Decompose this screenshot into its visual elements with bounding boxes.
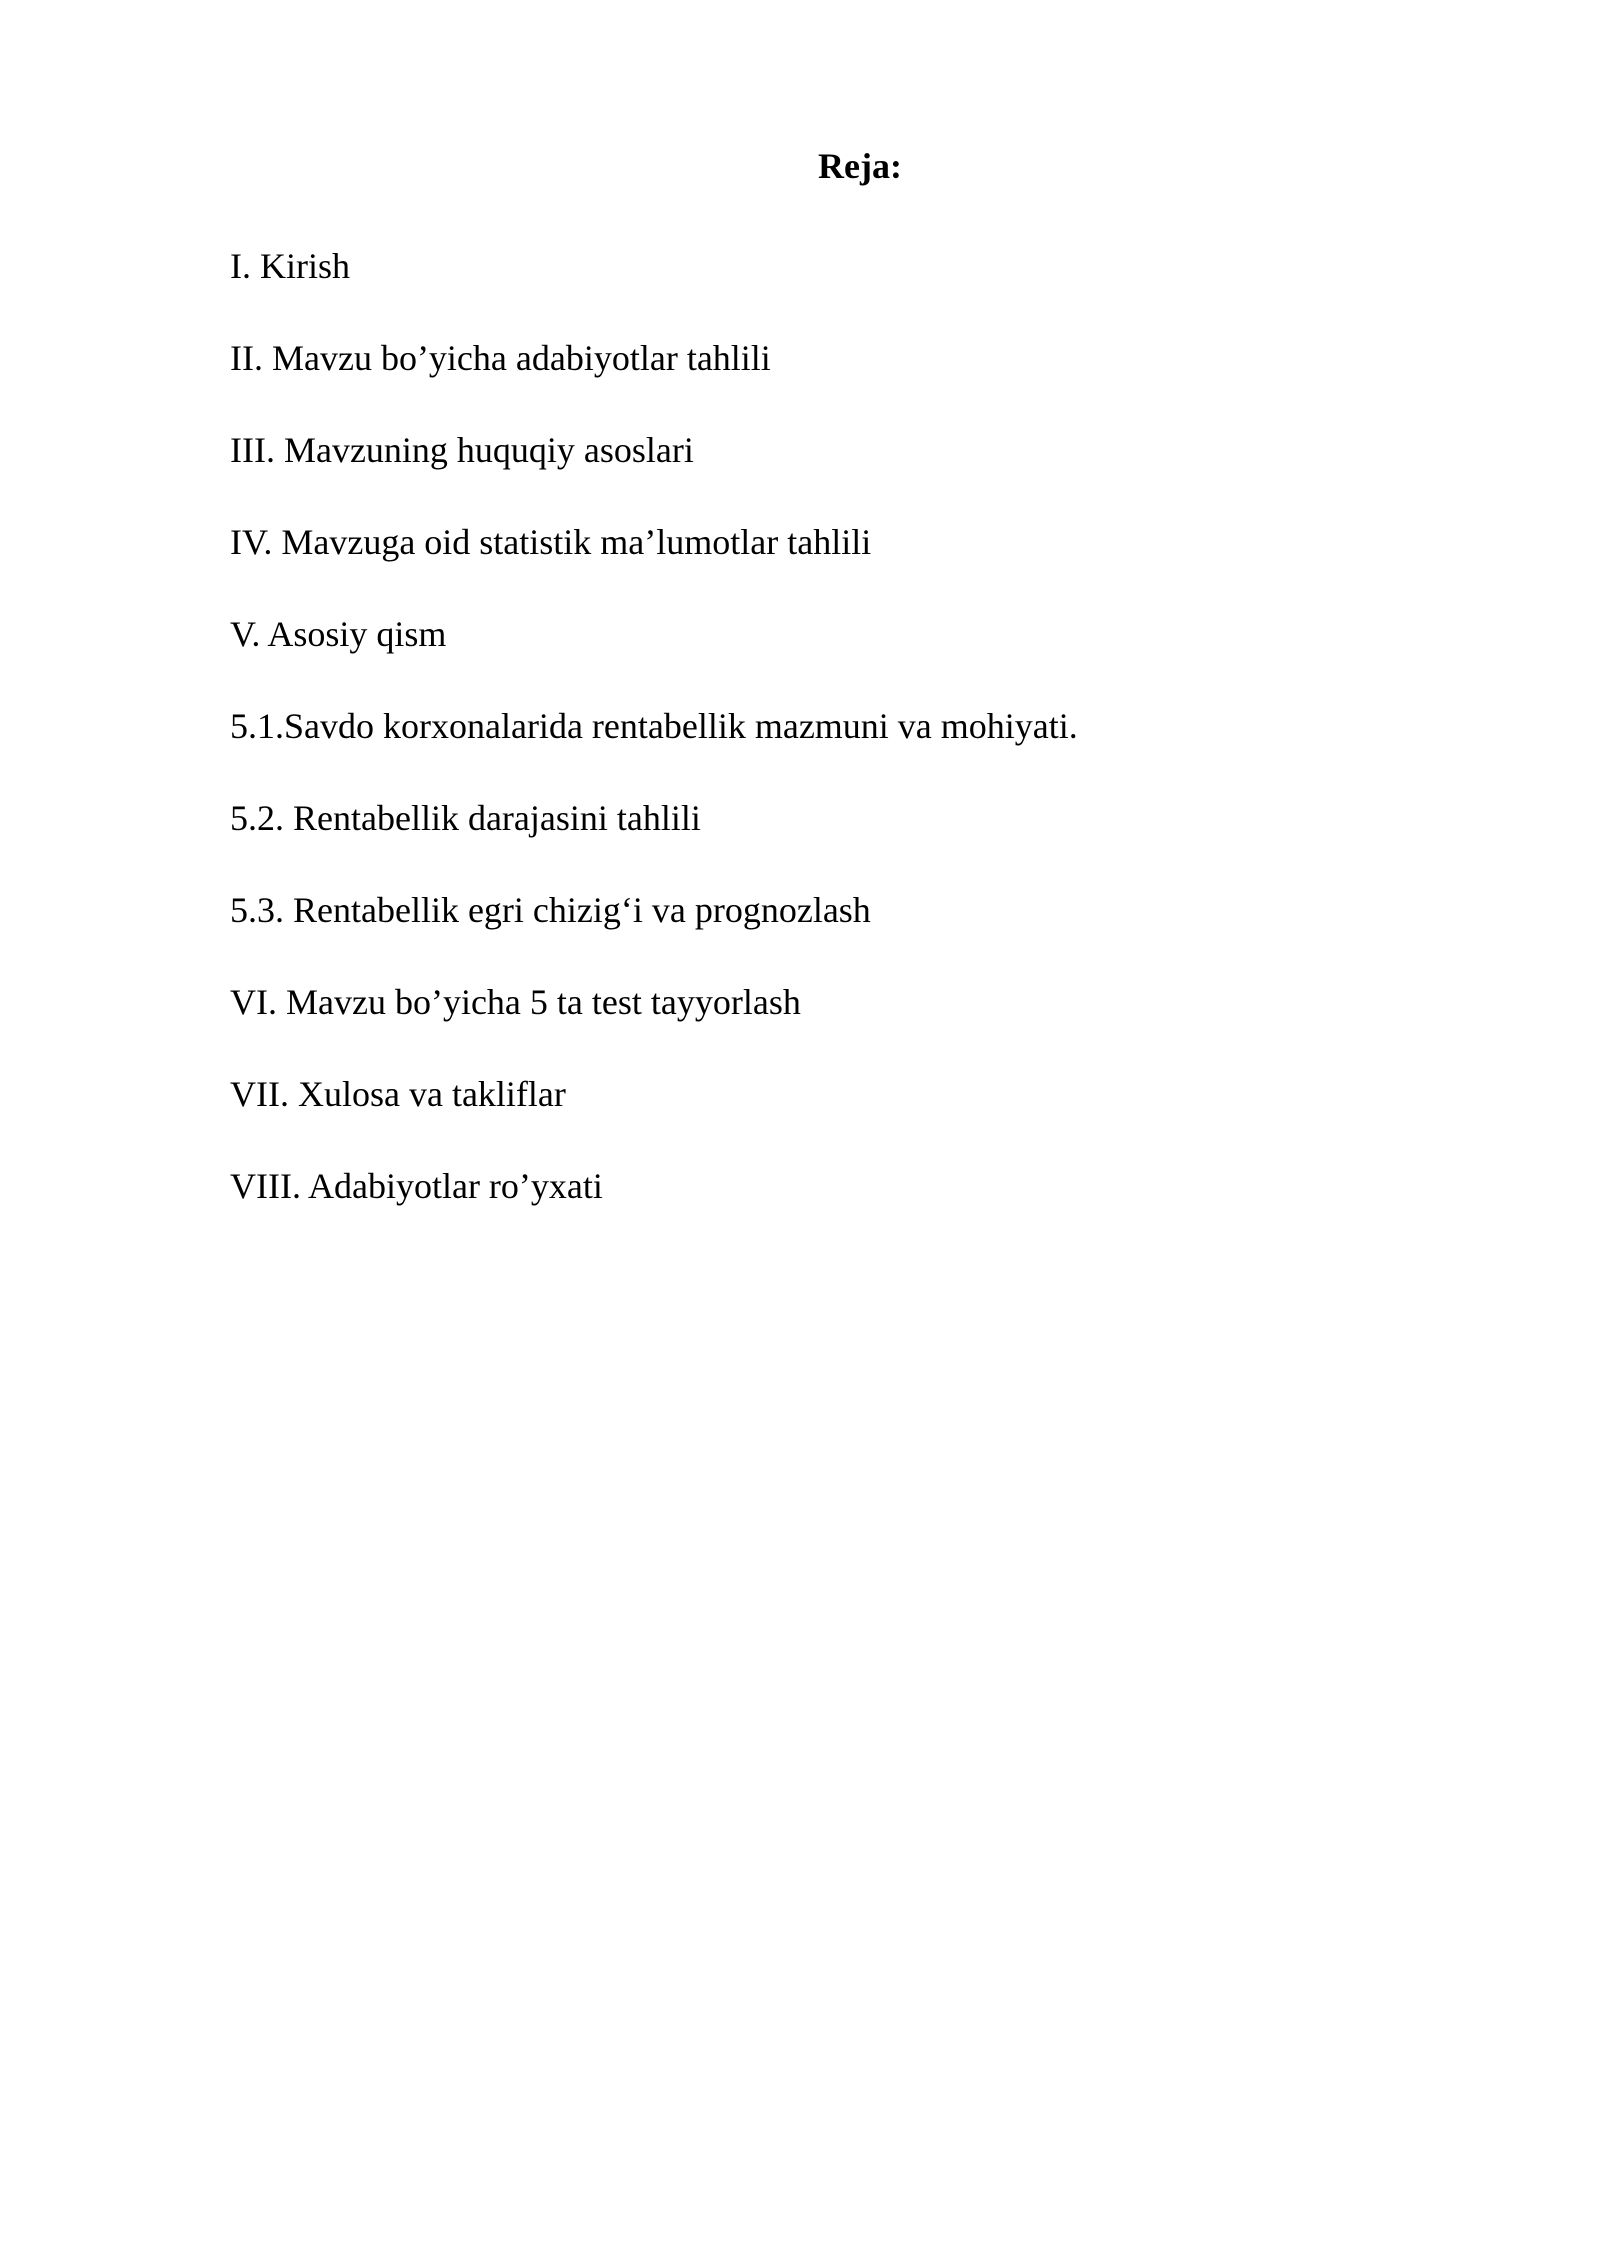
plan-item-main-part: V. Asosiy qism [230,614,447,654]
plan-subitem-5-1: 5.1.Savdo korxonalarida rentabellik mazmuni va mohiyati. [230,706,1078,746]
plan-subitem-5-3: 5.3. Rentabellik egri chizig‘i va prognozlash [230,890,871,930]
plan-subitem-5-2: 5.2. Rentabellik darajasini tahlili [230,798,701,838]
plan-item-literature-review: II. Mavzu bo’yicha adabiyotlar tahlili [230,338,771,378]
plan-item-intro: I. Kirish [230,246,350,286]
plan-list [230,248,1078,1260]
page-title: Reja: [818,146,902,186]
plan-item-references: VIII. Adabiyotlar ro’yxati [230,1166,603,1206]
plan-item-legal-basis: III. Mavzuning huquqiy asoslari [230,430,694,470]
plan-item-conclusion: VII. Xulosa va takliflar [230,1074,566,1114]
plan-item-statistics: IV. Mavzuga oid statistik ma’lumotlar tahlili [230,522,872,562]
plan-item-tests: VI. Mavzu bo’yicha 5 ta test tayyorlash [230,982,801,1022]
